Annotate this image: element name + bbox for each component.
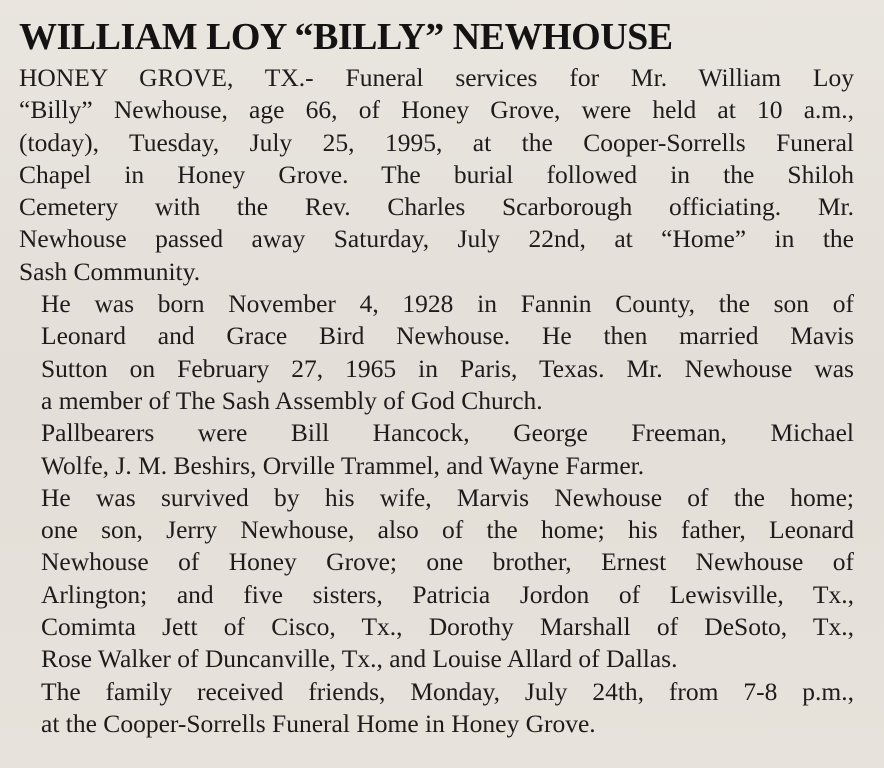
text-line: Comimta Jett of Cisco, Tx., Dorothy Marshall of DeSoto, Tx.,	[41, 612, 854, 642]
obituary-headline: WILLIAM LOY “BILLY” NEWHOUSE	[19, 16, 673, 58]
obituary-body	[19, 62, 854, 740]
text-line: Arlington; and five sisters, Patricia Jordon of Lewisville, Tx.,	[41, 579, 854, 609]
text-line: Newhouse passed away Saturday, July 22nd, at “Home” in the	[19, 224, 854, 254]
text-line: a member of The Sash Assembly of God Church.	[41, 385, 543, 415]
text-line: Pallbearers were Bill Hancock, George Freeman, Michael	[41, 418, 854, 448]
text-line: at the Cooper-Sorrells Funeral Home in Honey Grove.	[41, 708, 596, 738]
text-line: Leonard and Grace Bird Newhouse. He then married Mavis	[41, 321, 854, 351]
paragraph-survivors	[19, 482, 854, 676]
text-line: The family received friends, Monday, July 24th, from 7-8 p.m.,	[41, 676, 854, 706]
text-line: (today), Tuesday, July 25, 1995, at the Cooper-Sorrells Funeral	[19, 127, 854, 157]
text-line: Wolfe, J. M. Beshirs, Orville Trammel, and Wayne Farmer.	[41, 450, 645, 480]
text-line: Sash Community.	[19, 256, 201, 286]
text-line: He was survived by his wife, Marvis Newhouse of the home;	[41, 482, 854, 512]
text-line: Cemetery with the Rev. Charles Scarborough officiating. Mr.	[19, 192, 854, 222]
paragraph-pallbearers	[19, 417, 854, 482]
text-line: Rose Walker of Duncanville, Tx., and Louise Allard of Dallas.	[41, 644, 678, 674]
text-line: Sutton on February 27, 1965 in Paris, Texas. Mr. Newhouse was	[41, 353, 854, 383]
paragraph-funeral-services	[19, 62, 854, 288]
paragraph-birth-marriage	[19, 288, 854, 417]
text-line: “Billy” Newhouse, age 66, of Honey Grove, were held at 10 a.m.,	[19, 95, 854, 125]
text-line: one son, Jerry Newhouse, also of the home; his father, Leonard	[41, 515, 854, 545]
paragraph-visitation	[19, 676, 854, 741]
text-line: Chapel in Honey Grove. The burial followed in the Shiloh	[19, 159, 854, 189]
text-line: HONEY GROVE, TX.- Funeral services for Mr. William Loy	[19, 63, 854, 92]
text-line: Newhouse of Honey Grove; one brother, Ernest Newhouse of	[41, 547, 854, 577]
text-line: He was born November 4, 1928 in Fannin County, the son of	[41, 289, 854, 319]
